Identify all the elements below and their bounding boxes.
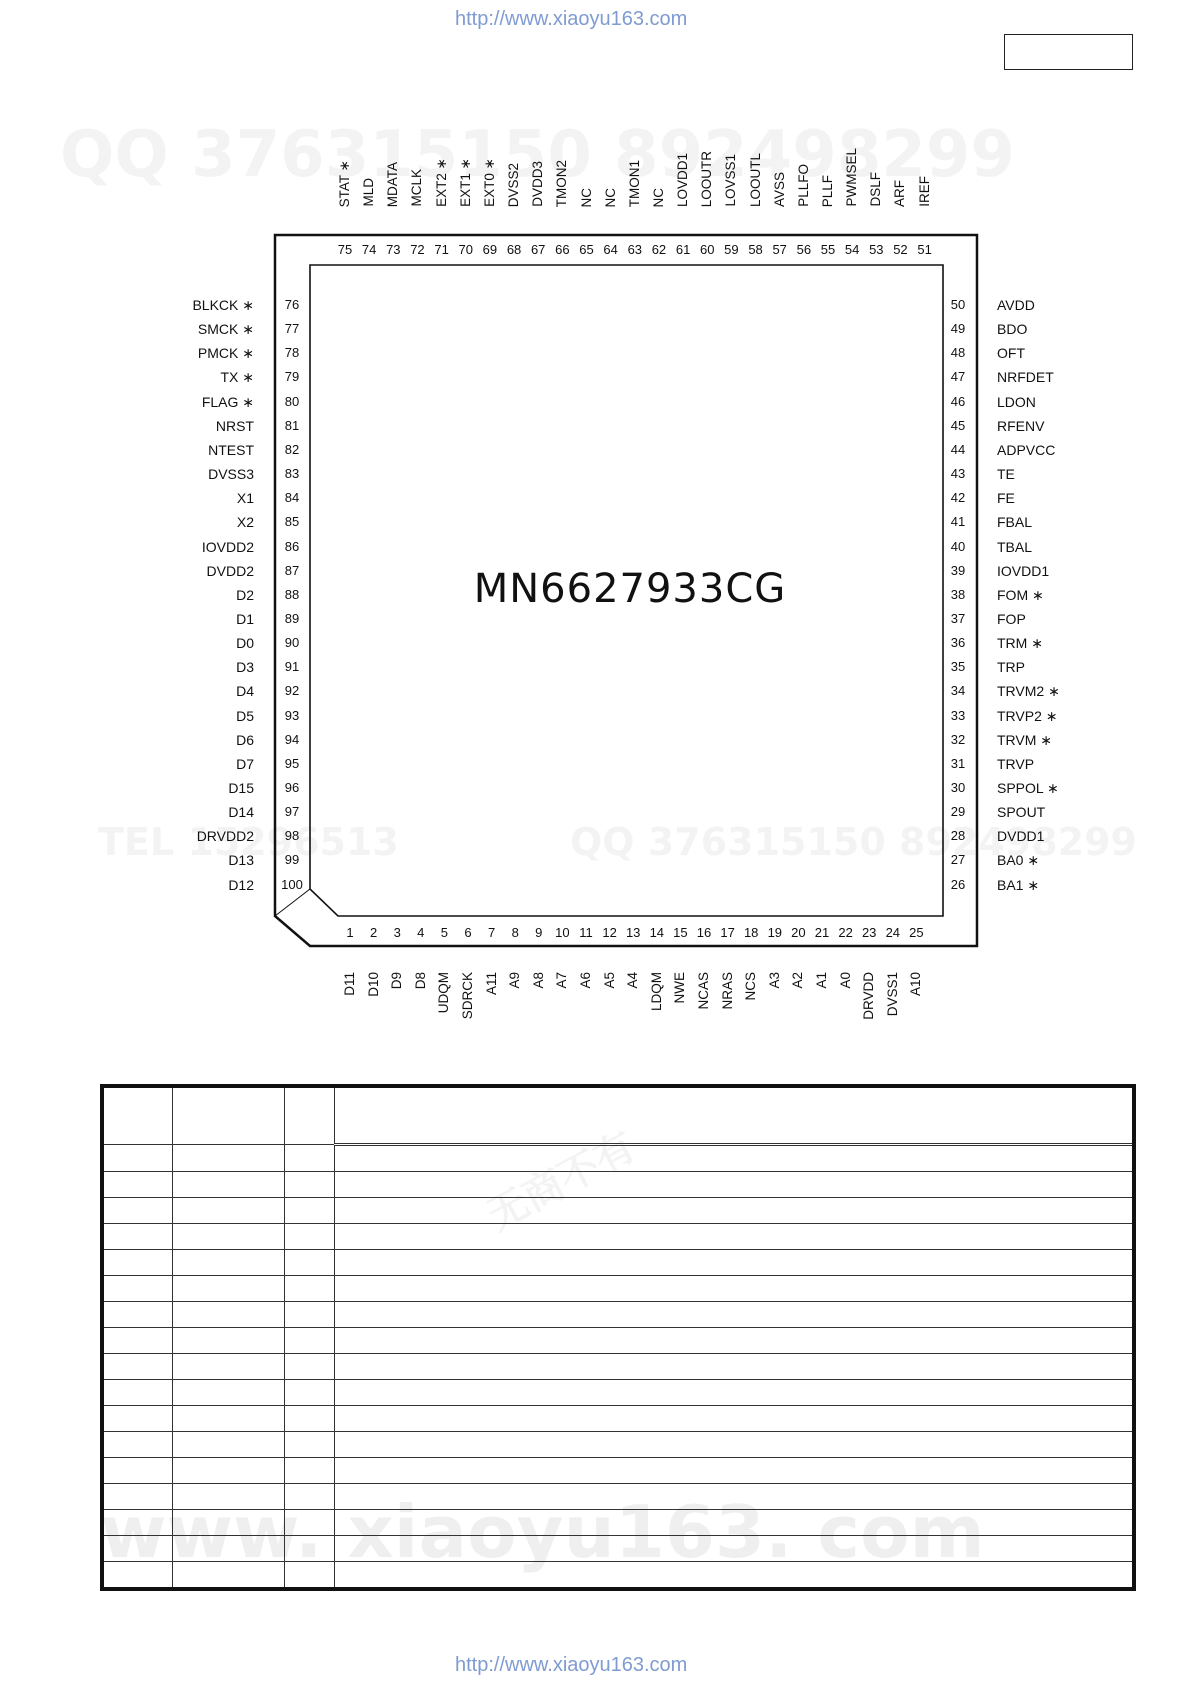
table-cell — [284, 1224, 334, 1250]
left-pin-name: DVSS3 — [208, 466, 254, 483]
right-pin-name: BA1 ∗ — [997, 876, 1040, 893]
top-pin-name: NC — [602, 187, 618, 207]
right-pin-number: 33 — [950, 707, 966, 723]
right-pin-name: SPOUT — [997, 804, 1046, 821]
top-pin-name: LOVSS1 — [723, 154, 739, 207]
table-cell — [102, 1198, 172, 1224]
left-pin-number: 98 — [284, 828, 300, 844]
right-pin-number: 43 — [950, 466, 966, 482]
table-cell — [284, 1328, 334, 1354]
right-pin-number: 46 — [950, 393, 966, 409]
table-row — [102, 1562, 1134, 1590]
left-pin-number: 91 — [284, 659, 300, 675]
left-pin-name: DVDD2 — [206, 562, 254, 579]
table-cell — [102, 1250, 172, 1276]
table-cell — [172, 1276, 284, 1302]
bottom-pin-number: 2 — [369, 925, 378, 940]
left-pin-name: TX ∗ — [220, 369, 254, 386]
bottom-pin-name: A1 — [814, 972, 829, 989]
bottom-pin-number: 3 — [393, 925, 401, 940]
right-pin-name: IOVDD1 — [997, 562, 1050, 579]
left-pin-name: FLAG ∗ — [201, 393, 254, 410]
table-row — [102, 1276, 1134, 1302]
top-pin-number: 58 — [748, 242, 763, 257]
right-pin-name: TRP — [997, 659, 1025, 676]
table-cell — [172, 1145, 284, 1172]
right-pin-number: 28 — [950, 828, 966, 844]
top-pin-name: ARF — [892, 180, 908, 207]
chip-corner-bevel — [275, 889, 310, 916]
top-pin-number: 57 — [772, 242, 787, 257]
table-cell — [334, 1198, 1134, 1224]
bottom-pin-number: 17 — [720, 925, 735, 940]
top-pin-number: 51 — [917, 242, 932, 257]
table-cell — [172, 1562, 284, 1590]
table-row — [102, 1145, 1134, 1172]
table-cell — [334, 1224, 1134, 1250]
table-cell — [284, 1145, 334, 1172]
left-pin-number: 92 — [284, 683, 300, 699]
table-cell — [334, 1086, 1134, 1145]
table-cell — [334, 1536, 1134, 1562]
table-cell — [334, 1458, 1134, 1484]
top-pin-name: DSLF — [868, 172, 884, 207]
table-cell — [102, 1510, 172, 1536]
right-pin-number: 38 — [950, 586, 966, 602]
left-pin-name: D7 — [236, 755, 254, 772]
left-pin-name: D5 — [236, 707, 254, 724]
bottom-pin-number: 10 — [555, 925, 570, 940]
right-pin-name: BDO — [997, 321, 1028, 338]
bottom-pin-name: A6 — [578, 972, 593, 989]
left-pin-number: 81 — [284, 417, 300, 433]
bottom-pin-name: LDQM — [648, 972, 664, 1012]
bottom-pin-number: 24 — [885, 925, 901, 940]
bottom-pin-name: NRAS — [719, 972, 735, 1010]
bottom-pin-number: 11 — [579, 925, 593, 940]
right-pin-number: 47 — [950, 369, 966, 385]
right-pin-name: FBAL — [997, 514, 1033, 531]
top-pin-name: IREF — [916, 176, 932, 207]
left-pin-number: 94 — [284, 731, 300, 747]
bottom-pin-name: A8 — [530, 972, 546, 989]
top-pin-name: EXT1 ∗ — [457, 158, 473, 207]
left-pin-name: NRST — [215, 417, 254, 434]
left-pin-number: 95 — [284, 755, 300, 771]
table-cell — [102, 1432, 172, 1458]
top-pin-number: 71 — [434, 242, 449, 257]
bottom-pin-number: 14 — [649, 925, 665, 940]
table-cell — [334, 1432, 1134, 1458]
bottom-pin-number: 25 — [909, 925, 924, 940]
table-cell — [102, 1224, 172, 1250]
left-pin-name: D3 — [236, 659, 254, 676]
watermark-site: www. xiaoyu163. com — [100, 1490, 985, 1574]
right-pin-name: FOM ∗ — [997, 586, 1044, 603]
table-cell — [102, 1562, 172, 1590]
right-pin-number: 45 — [950, 417, 966, 433]
bottom-pin-name: A0 — [837, 972, 853, 989]
table-cell — [102, 1354, 172, 1380]
bottom-pin-name: D11 — [342, 972, 357, 996]
left-pin-number: 90 — [284, 635, 300, 651]
left-pin-number: 87 — [284, 562, 300, 578]
left-pin-number: 82 — [284, 441, 300, 457]
table-cell — [172, 1484, 284, 1510]
top-pin-name: MCLK — [409, 169, 425, 207]
bottom-pin-number: 4 — [417, 925, 425, 940]
right-pin-name: TRM ∗ — [997, 635, 1043, 652]
bottom-pin-name: NWE — [672, 972, 688, 1004]
left-pin-number: 99 — [284, 852, 300, 868]
bottom-pin-number: 9 — [535, 925, 543, 940]
top-pin-number: 64 — [603, 242, 618, 257]
top-pin-name: MDATA — [385, 161, 401, 207]
right-pin-name: RFENV — [997, 417, 1045, 434]
bottom-pin-name: A7 — [554, 972, 570, 989]
top-pin-number: 61 — [675, 242, 691, 257]
table-cell — [172, 1328, 284, 1354]
bottom-pin-name: A2 — [790, 972, 806, 989]
table-cell — [334, 1276, 1134, 1302]
bottom-pin-number: 5 — [440, 925, 448, 940]
table-cell — [284, 1484, 334, 1510]
table-cell — [172, 1510, 284, 1536]
left-pin-name: SMCK ∗ — [197, 321, 254, 338]
right-pin-number: 39 — [950, 562, 966, 578]
left-pin-name: X1 — [236, 490, 254, 507]
right-pin-number: 37 — [950, 610, 966, 626]
right-pin-name: SPPOL ∗ — [997, 780, 1059, 796]
top-pin-number: 53 — [869, 242, 884, 257]
right-pin-number: 26 — [950, 876, 966, 892]
right-pin-number: 29 — [950, 804, 966, 820]
right-pin-name: OFT — [997, 345, 1025, 362]
right-pin-number: 40 — [950, 538, 966, 554]
bottom-pin-name: D10 — [365, 972, 381, 997]
top-pin-name: NC — [578, 187, 594, 207]
table-cell — [284, 1562, 334, 1590]
top-pin-name: LOOUTL — [747, 152, 763, 207]
right-pin-name: FOP — [997, 610, 1026, 627]
right-pin-name: NRFDET — [997, 369, 1054, 386]
right-pin-number: 48 — [950, 345, 966, 361]
top-pin-number: 59 — [724, 242, 739, 257]
table-row — [102, 1406, 1134, 1432]
right-pin-name: BA0 ∗ — [997, 852, 1040, 869]
left-pin-name: D4 — [236, 683, 254, 700]
table-cell — [334, 1145, 1134, 1172]
right-pin-number: 30 — [950, 780, 966, 795]
left-pin-number: 85 — [284, 514, 300, 530]
table-cell — [334, 1484, 1134, 1510]
table-row — [102, 1198, 1134, 1224]
top-pin-number: 67 — [530, 242, 546, 257]
top-pin-number: 68 — [506, 242, 522, 257]
table-cell — [102, 1276, 172, 1302]
table-cell — [334, 1354, 1134, 1380]
table-row — [102, 1484, 1134, 1510]
top-pin-number: 72 — [410, 242, 425, 257]
bottom-pin-name: UDQM — [436, 972, 452, 1014]
table-cell — [102, 1302, 172, 1328]
table-cell — [284, 1250, 334, 1276]
top-pin-number: 65 — [579, 242, 594, 257]
left-pin-number: 100 — [281, 876, 303, 892]
right-pin-number: 49 — [950, 321, 966, 337]
table-cell — [284, 1302, 334, 1328]
table-cell — [284, 1380, 334, 1406]
right-pin-name: DVDD1 — [997, 828, 1045, 845]
table-cell — [172, 1458, 284, 1484]
right-pin-name: TRVM ∗ — [997, 731, 1053, 748]
top-pin-number: 56 — [796, 242, 812, 257]
top-pin-number: 62 — [651, 242, 667, 257]
bottom-pin-number: 12 — [602, 925, 617, 940]
left-pin-number: 78 — [284, 345, 300, 361]
top-pin-name: PLLFO — [795, 164, 811, 207]
table-row — [102, 1380, 1134, 1406]
left-pin-name: D6 — [236, 731, 254, 748]
top-pin-number: 54 — [844, 242, 860, 257]
bottom-pin-number: 21 — [814, 925, 830, 940]
left-pin-name: D13 — [228, 852, 254, 869]
left-pin-name: D1 — [236, 610, 254, 627]
bottom-pin-name: NCS — [743, 972, 759, 1001]
bottom-pin-name: DVSS1 — [884, 972, 900, 1017]
left-pin-number: 88 — [284, 586, 300, 602]
table-cell — [102, 1458, 172, 1484]
top-pin-name: EXT2 ∗ — [433, 158, 449, 207]
left-pin-name: D0 — [236, 635, 254, 652]
table-cell — [284, 1086, 334, 1145]
table-row — [102, 1172, 1134, 1198]
bottom-pin-name: DRVDD — [861, 972, 877, 1020]
top-pin-number: 63 — [627, 242, 643, 257]
bottom-pin-name: NCAS — [696, 972, 711, 1010]
table-cell — [284, 1432, 334, 1458]
right-pin-name: TRVM2 ∗ — [997, 683, 1060, 700]
right-pin-number: 50 — [950, 297, 966, 312]
top-pin-number: 55 — [820, 242, 836, 257]
top-pin-name: LOVDD1 — [675, 152, 691, 207]
left-pin-number: 97 — [284, 804, 300, 820]
table-row — [102, 1458, 1134, 1484]
left-pin-number: 83 — [284, 466, 300, 482]
table-header-row — [102, 1086, 1134, 1145]
top-pin-name: NC — [650, 187, 666, 207]
table-cell — [334, 1302, 1134, 1328]
table-cell — [172, 1380, 284, 1406]
left-pin-number: 96 — [284, 780, 300, 795]
bottom-pin-number: 16 — [696, 925, 712, 940]
table-cell — [284, 1354, 334, 1380]
left-pin-number: 86 — [284, 538, 300, 554]
table-cell — [334, 1406, 1134, 1432]
right-pin-name: TE — [997, 466, 1015, 483]
right-pin-name: AVDD — [997, 297, 1035, 313]
table-cell — [102, 1536, 172, 1562]
bottom-pin-number: 6 — [464, 925, 472, 940]
left-pin-number: 76 — [284, 297, 300, 312]
top-pin-name: TMON1 — [626, 159, 642, 207]
table-cell — [102, 1406, 172, 1432]
bottom-pin-number: 23 — [861, 925, 877, 940]
footer-url: http://www.xiaoyu163.com — [455, 1654, 688, 1676]
table-cell — [172, 1172, 284, 1198]
left-pin-number: 93 — [284, 707, 300, 723]
table-cell — [172, 1406, 284, 1432]
table-cell — [284, 1406, 334, 1432]
right-pin-number: 27 — [950, 852, 966, 868]
right-pin-name: TBAL — [997, 538, 1033, 555]
table-cell — [334, 1510, 1134, 1536]
top-pin-name: TMON2 — [554, 159, 570, 207]
table-cell — [334, 1328, 1134, 1354]
table-cell — [284, 1536, 334, 1562]
table-row — [102, 1432, 1134, 1458]
table-row — [102, 1302, 1134, 1328]
right-pin-number: 35 — [950, 659, 966, 675]
table-cell — [172, 1536, 284, 1562]
right-pin-name: FE — [997, 490, 1015, 507]
left-pin-name: BLKCK ∗ — [192, 297, 254, 313]
table-cell — [172, 1354, 284, 1380]
right-pin-number: 36 — [950, 635, 966, 651]
right-pin-number: 42 — [950, 490, 966, 506]
table-cell — [284, 1198, 334, 1224]
bottom-pin-name: D9 — [389, 972, 405, 990]
right-pin-number: 41 — [950, 514, 966, 530]
table-cell — [172, 1086, 284, 1145]
table-cell — [172, 1224, 284, 1250]
top-pin-name: LOOUTR — [699, 150, 715, 207]
bottom-pin-name: SDRCK — [460, 972, 475, 1020]
table-cell — [284, 1510, 334, 1536]
left-pin-name: DRVDD2 — [196, 828, 254, 845]
right-pin-name: LDON — [997, 393, 1036, 410]
pin-description-table — [100, 1084, 1136, 1591]
table-cell — [334, 1562, 1134, 1590]
table-row — [102, 1510, 1134, 1536]
left-pin-name: NTEST — [208, 441, 254, 458]
table-cell — [334, 1172, 1134, 1198]
table-cell — [172, 1302, 284, 1328]
right-pin-number: 34 — [950, 683, 966, 699]
table-cell — [284, 1172, 334, 1198]
left-pin-name: D15 — [228, 780, 254, 796]
left-pin-name: IOVDD2 — [201, 538, 254, 555]
table-cell — [102, 1328, 172, 1354]
top-pin-name: STAT ∗ — [337, 159, 352, 207]
bottom-pin-name: A3 — [766, 972, 782, 989]
top-pin-name: AVSS — [771, 171, 787, 207]
table-cell — [102, 1172, 172, 1198]
bottom-pin-name: A5 — [601, 972, 617, 989]
left-pin-name: X2 — [236, 514, 254, 531]
bottom-pin-number: 15 — [673, 925, 688, 940]
table-cell — [102, 1484, 172, 1510]
header-url: http://www.xiaoyu163.com — [455, 8, 688, 30]
table-row — [102, 1328, 1134, 1354]
left-pin-number: 77 — [284, 321, 300, 337]
left-pin-number: 89 — [284, 610, 300, 626]
bottom-pin-number: 8 — [511, 925, 519, 940]
table-cell — [102, 1145, 172, 1172]
top-pin-number: 52 — [893, 242, 908, 257]
bottom-pin-number: 1 — [346, 925, 354, 940]
top-pin-name: PLLF — [820, 174, 835, 207]
top-pin-number: 74 — [361, 242, 377, 257]
chip-part-number: MN6627933CG — [473, 566, 787, 612]
top-pin-number: 73 — [386, 242, 401, 257]
bottom-pin-name: A10 — [908, 972, 924, 997]
left-pin-number: 79 — [284, 369, 300, 385]
right-pin-number: 32 — [950, 731, 966, 747]
top-pin-name: MLD — [361, 178, 377, 207]
table-row — [102, 1250, 1134, 1276]
table-cell — [334, 1250, 1134, 1276]
left-pin-name: D2 — [236, 586, 254, 603]
left-pin-number: 80 — [284, 393, 300, 409]
top-pin-number: 69 — [482, 242, 498, 257]
table-row — [102, 1536, 1134, 1562]
top-pin-number: 75 — [337, 242, 353, 257]
bottom-pin-number: 13 — [625, 925, 641, 940]
bottom-pin-name: A11 — [483, 972, 499, 996]
bottom-pin-name: A4 — [625, 972, 641, 989]
left-pin-name: PMCK ∗ — [197, 345, 254, 362]
table-row — [102, 1354, 1134, 1380]
top-pin-number: 66 — [555, 242, 570, 257]
top-pin-name: DVSS2 — [506, 162, 522, 207]
right-pin-name: ADPVCC — [997, 441, 1056, 458]
bottom-pin-number: 18 — [743, 925, 759, 940]
right-pin-number: 44 — [950, 441, 966, 457]
table-row — [102, 1224, 1134, 1250]
bottom-pin-number: 7 — [487, 925, 496, 940]
table-cell — [172, 1250, 284, 1276]
bottom-pin-number: 22 — [838, 925, 853, 940]
table-cell — [284, 1276, 334, 1302]
top-pin-name: PWMSEL — [844, 148, 860, 207]
table-cell — [102, 1380, 172, 1406]
table-cell — [334, 1380, 1134, 1406]
bottom-pin-name: A9 — [507, 972, 523, 989]
top-pin-number: 70 — [458, 242, 473, 257]
top-pin-name: DVDD3 — [530, 161, 546, 207]
left-pin-name: D14 — [228, 804, 254, 821]
top-pin-name: EXT0 ∗ — [481, 158, 497, 207]
bottom-pin-number: 20 — [791, 925, 806, 940]
bottom-pin-name: D8 — [412, 972, 428, 990]
left-pin-name: D12 — [228, 876, 254, 893]
table-cell — [172, 1432, 284, 1458]
table-cell — [102, 1086, 172, 1145]
right-pin-name: TRVP2 ∗ — [997, 707, 1058, 724]
table-cell — [284, 1458, 334, 1484]
right-pin-name: TRVP — [997, 755, 1035, 772]
right-pin-number: 31 — [950, 755, 966, 771]
bottom-pin-number: 19 — [767, 925, 783, 940]
top-pin-number: 60 — [700, 242, 715, 257]
table-cell — [172, 1198, 284, 1224]
left-pin-number: 84 — [284, 490, 300, 506]
